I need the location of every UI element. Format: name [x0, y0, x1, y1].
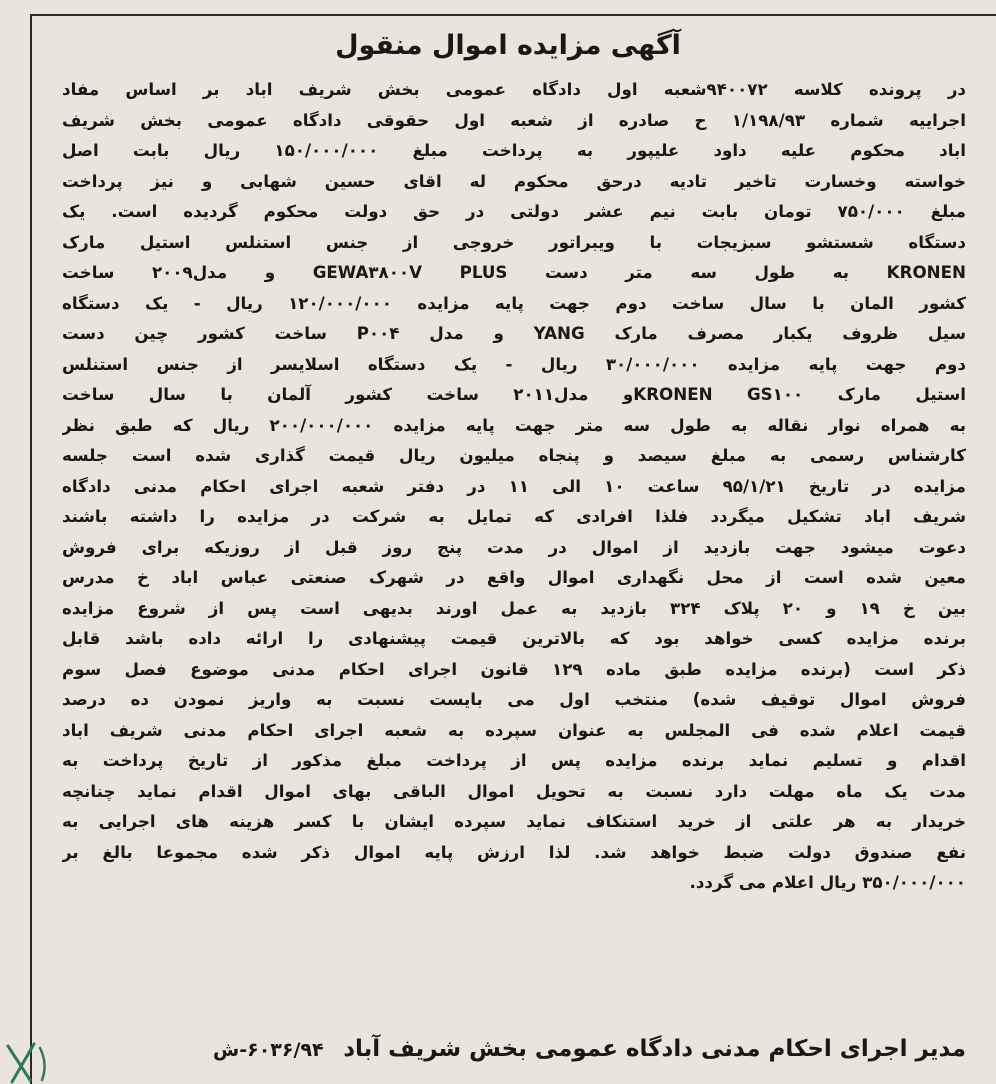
notice-line: خریدار به هر علتی از خرید استنکاف نماید سپرده ایشان با کسر هزینه های اجرایی به	[62, 811, 966, 831]
notice-line: برنده مزایده کسی خواهد بود که بالاترین قیمت پیشنهادی را ارائه داده باشد قابل	[62, 628, 966, 648]
signature-line: مدیر اجرای احکام مدنی دادگاه عمومی بخش شریف آباد	[343, 1036, 966, 1062]
notice-line: قیمت اعلام شده فی المجلس به عنوان سپرده به شعبه اجرای احکام مدنی شریف اباد	[62, 719, 966, 740]
notice-line: KRONEN به طول سه متر دست GEWA۳۸۰۰V PLUS و مدل۲۰۰۹ ساخت	[62, 262, 966, 282]
notice-line: دستگاه شستشو سبزیجات با ویبراتور خروجی از جنس استنلس استیل مارک	[62, 231, 966, 252]
notice-line: مدت یک ماه مهلت دارد نسبت به تحویل اموال الباقی بهای اموال اقدام نماید چنانچه	[62, 780, 966, 801]
notice-line: معین شده است از محل نگهداری اموال واقع در شهرک صنعتی عباس اباد خ مدرس	[62, 567, 966, 587]
handwritten-pen-mark	[0, 1040, 60, 1084]
notice-line: اقدام و تسلیم نماید برنده مزایده پس از پرداخت مبلغ مذکور از تاریخ پرداخت به	[62, 750, 966, 770]
notice-line: خواسته وخسارت تاخیر تادیه درحق محکوم له اقای حسین شهابی و نیز پرداخت	[62, 170, 966, 191]
notice-line: اباد محکوم علیه داود علیپور به پرداخت مبلغ ۱۵۰/۰۰۰/۰۰۰ ریال بابت اصل	[62, 140, 966, 160]
notice-line: ۳۵۰/۰۰۰/۰۰۰ ریال اعلام می گردد.	[689, 872, 966, 892]
notice-line: دوم جهت پایه مزایده ۳۰/۰۰۰/۰۰۰ ریال - یک دستگاه اسلایسر از جنس استنلس	[62, 353, 966, 374]
left-border-rule	[30, 14, 32, 1084]
notice-line: سیل ظروف یکبار مصرف مارک YANG و مدل P۰۰۴ ساخت کشور چین دست	[62, 323, 966, 343]
notice-line: مزایده در تاریخ ۹۵/۱/۲۱ ساعت ۱۰ الی ۱۱ در دفتر شعبه اجرای احکام مدنی دادگاه	[62, 475, 966, 496]
notice-line: بین خ ۱۹ و ۲۰ پلاک ۳۲۴ بازدید به عمل اورند بدیهی است پس از شروع مزایده	[62, 597, 966, 618]
notice-line: اجراییه شماره ۱/۱۹۸/۹۳ ح صادره از شعبه اول حقوقی دادگاه عمومی بخش شریف	[62, 109, 966, 130]
notice-line: ذکر است (برنده مزایده طبق ماده ۱۲۹ قانون اجرای احکام مدنی موضوع فصل سوم	[62, 658, 966, 679]
notice-line: به همراه نوار نقاله به طول سه متر جهت پایه مزایده ۲۰۰/۰۰۰/۰۰۰ ریال که طبق نظر	[62, 414, 966, 435]
notice-line: فروش اموال توقیف شده) منتخب اول می بایست نسبت به واریز نمودن ده درصد	[62, 689, 966, 709]
notice-line: شریف اباد تشکیل میگردد فلذا افرادی که تمایل به شرکت در مزایده را داشته باشند	[62, 506, 966, 526]
notice-line: مبلغ ۷۵۰/۰۰۰ تومان بابت نیم عشر دولتی در حق دولت محکوم گردیده است. یک	[62, 201, 966, 221]
notice-body	[62, 74, 966, 898]
notice-title: آگهی مزایده اموال منقول	[335, 30, 681, 61]
top-border-rule	[30, 14, 996, 16]
notice-line: دعوت میشود جهت بازدید از اموال در مدت پنج روز قبل از روزیکه برای فروش	[62, 536, 966, 557]
notice-footer	[60, 1036, 966, 1062]
notice-line: کارشناس رسمی به مبلغ سیصد و پنجاه میلیون ریال قیمت گذاری شده است جلسه	[62, 445, 966, 465]
notice-line: استیل مارک KRONEN GS۱۰۰و مدل۲۰۱۱ ساخت کشور آلمان با سال ساخت	[62, 384, 966, 404]
notice-line: کشور المان با سال ساخت دوم جهت پایه مزایده ۱۲۰/۰۰۰/۰۰۰ ریال - یک دستگاه	[62, 292, 966, 313]
notice-line: نفع صندوق دولت ضبط خواهد شد. لذا ارزش پایه اموال ذکر شده مجموعا بالغ بر	[62, 841, 966, 862]
notice-line: در پرونده کلاسه ۹۴۰۰۷۲شعبه اول دادگاه عمومی بخش شریف اباد بر اساس مفاد	[62, 79, 966, 99]
ad-code: ۶۰۳۶/۹۴-ش	[212, 1039, 324, 1061]
